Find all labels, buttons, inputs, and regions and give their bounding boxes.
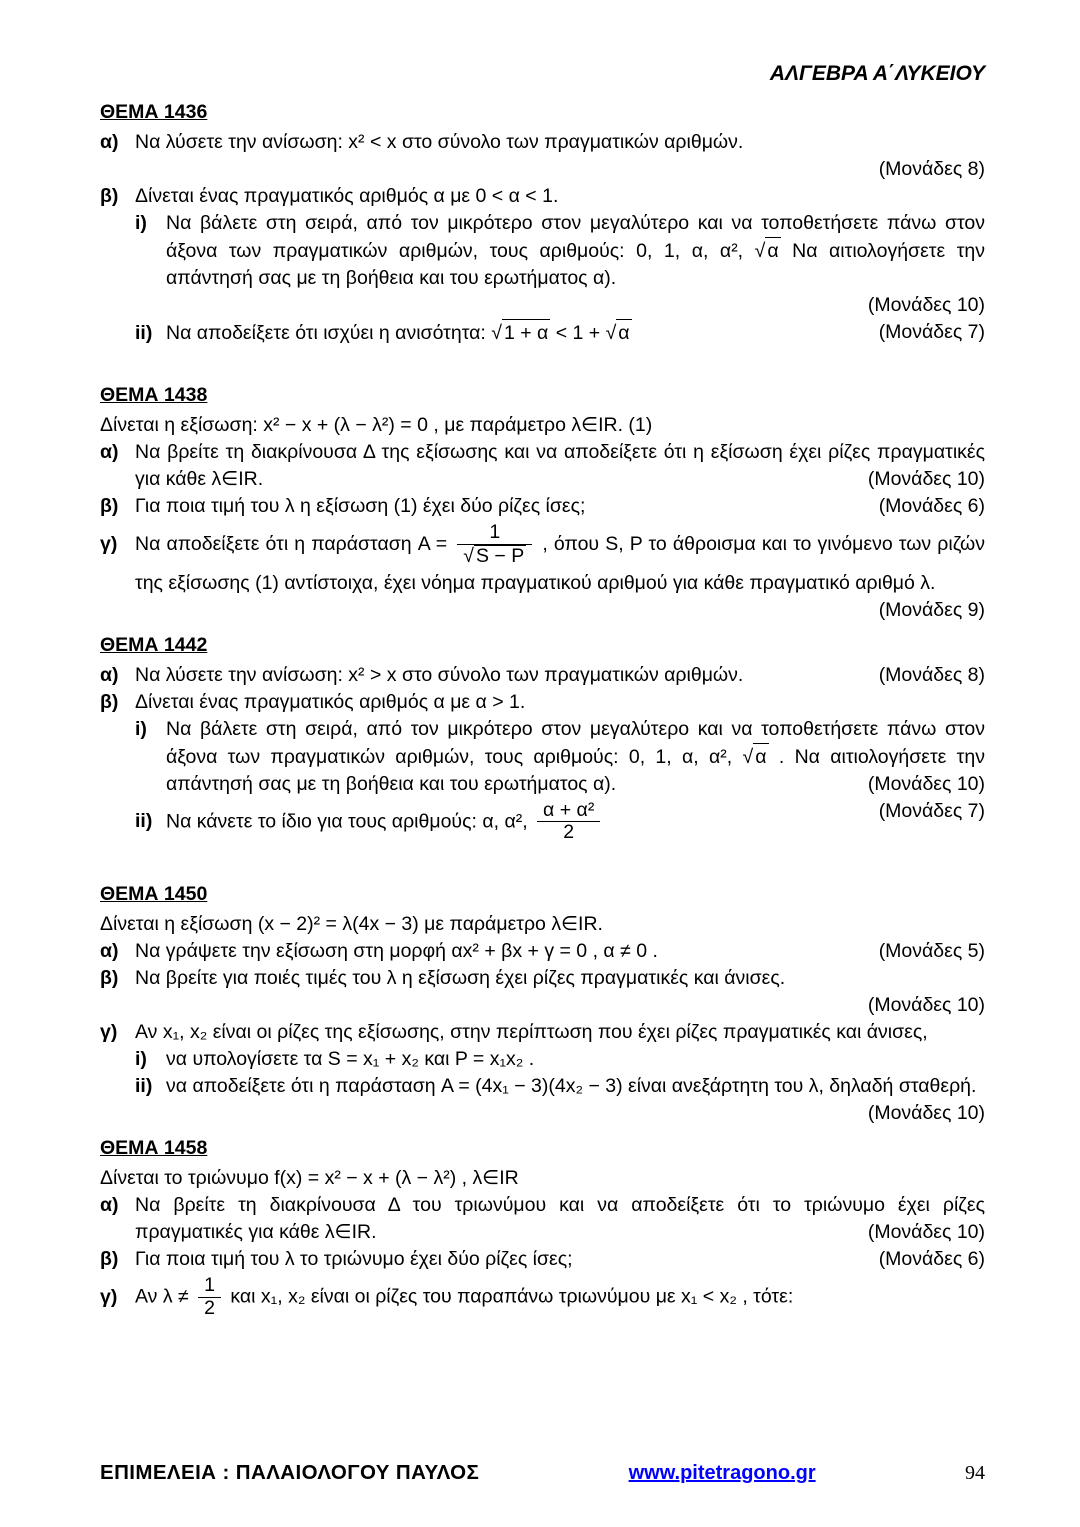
- item-label: i): [135, 1048, 147, 1071]
- item-label: α): [100, 1194, 119, 1217]
- sqrt-expression: [491, 322, 550, 344]
- item-label: β): [100, 690, 119, 713]
- sqrt-content: α: [765, 237, 780, 265]
- sqrt-content: α: [753, 743, 768, 771]
- text-run: Να αποδείξετε ότι η παράσταση A =: [135, 532, 454, 555]
- radical-sign-icon: √: [463, 544, 474, 567]
- paragraph: [100, 520, 985, 621]
- document-body: [100, 87, 985, 1322]
- fraction-denominator: [457, 544, 532, 568]
- sqrt-content: α: [616, 319, 631, 347]
- points-label: (Μονάδες 5): [878, 940, 985, 963]
- text-run: Να βάλετε στη σειρά, από τον μικρότερο στον μεγαλύτερο και να τοποθετήσετε πάνω στον άξονα των πραγματικών αριθμών, τους αριθμούς: 0, 1, α, α²,: [166, 212, 985, 262]
- text-run: Να βρείτε τη διακρίνουσα Δ της εξίσωσης και να αποδείξετε ότι η εξίσωση έχει ρίζες πραγματικές για κάθε λ∈IR.: [135, 441, 985, 490]
- item-label: α): [100, 131, 119, 153]
- item-label: γ): [100, 1285, 118, 1308]
- theme-section: [100, 382, 985, 621]
- page-footer: [100, 1431, 985, 1487]
- paragraph: [100, 1246, 985, 1273]
- text-run: Να γράψετε την εξίσωση στη μορφή αx² + βx + γ = 0 , α ≠ 0 .: [135, 940, 658, 963]
- fraction-numerator: α + α²: [543, 798, 595, 821]
- paragraph: [100, 662, 985, 689]
- fraction: [198, 1275, 221, 1320]
- sqrt-expression: [755, 240, 781, 262]
- points-label: (Μονάδες 9): [878, 598, 985, 621]
- text-run: Να βάλετε στη σειρά, από τον μικρότερο στον μεγαλύτερο και να τοποθετήσετε πάνω στον άξονα των πραγματικών αριθμών, τους αριθμούς: 0, 1, α, α²,: [166, 717, 985, 768]
- radical-sign-icon: √: [605, 322, 617, 344]
- item-label: α): [100, 940, 119, 963]
- paragraph: [100, 911, 985, 938]
- paragraph: [100, 493, 985, 520]
- points-label: (Μονάδες 10): [867, 772, 985, 795]
- course-title: ΑΛΓΕΒΡΑ Α΄ΛΥΚΕΙΟΥ: [769, 62, 985, 85]
- sqrt-expression: [463, 545, 526, 567]
- points-label: (Μονάδες 10): [867, 468, 985, 490]
- theme-title: ΘΕΜΑ 1458: [100, 1137, 208, 1160]
- text-run: Να λύσετε την ανίσωση: x² > x στο σύνολο των πραγματικών αριθμών.: [135, 663, 744, 686]
- paragraph: [100, 716, 985, 798]
- points-label: (Μονάδες 8): [878, 663, 985, 686]
- text-run: Να βρείτε τη διακρίνουσα Δ του τριωνύμου και να αποδείξετε ότι το τριώνυμο έχει ρίζες πραγματικές για κάθε λ∈IR.: [135, 1194, 985, 1244]
- item-label: i): [135, 212, 147, 234]
- paragraph: [100, 412, 985, 439]
- theme-section: [100, 632, 985, 847]
- item-label: β): [100, 495, 119, 517]
- text-run: Δίνεται η εξίσωση: x² − x + (λ − λ²) = 0 , με παράμετρο λ∈IR. (1): [100, 414, 653, 436]
- paragraph: [100, 1046, 985, 1073]
- paragraph: [100, 210, 985, 292]
- page-number: 94: [964, 1462, 985, 1484]
- text-run: < 1 +: [550, 322, 606, 344]
- text-run: Να κάνετε το ίδιο για τους αριθμούς: α, α²,: [166, 810, 534, 833]
- item-label: γ): [100, 1021, 118, 1044]
- item-label: α): [100, 663, 119, 686]
- points-label: (Μονάδες 10): [867, 294, 985, 316]
- paragraph: [100, 1073, 985, 1125]
- points-label: (Μονάδες 7): [878, 799, 985, 822]
- fraction-numerator: 1: [204, 1274, 215, 1297]
- item-label: β): [100, 1248, 119, 1271]
- text-run: και x₁, x₂ είναι οι ρίζες του παραπάνω τριωνύμου με x₁ < x₂ , τότε:: [224, 1285, 794, 1308]
- theme-title: ΘΕΜΑ 1450: [100, 883, 208, 906]
- theme-title: ΘΕΜΑ 1436: [100, 101, 208, 123]
- sqrt-expression: [743, 746, 769, 768]
- text-run: . Να αιτιολογήσετε την απάντησή σας με τη βοήθεια και του ερωτήματος α).: [166, 745, 985, 795]
- paragraph: [100, 1192, 985, 1246]
- paragraph: [100, 183, 985, 210]
- text-run: , όπου S, P το άθροισμα και το γινόμενο των ριζών της εξίσωσης (1) αντίστοιχα, έχει νόημα πραγματικού αριθμού για κάθε πραγματικό αριθμό λ.: [135, 532, 985, 594]
- item-label: i): [135, 717, 147, 740]
- paragraph: [100, 439, 985, 493]
- fraction: [457, 522, 532, 568]
- points-label: (Μονάδες 7): [878, 321, 985, 343]
- text-run: Να βρείτε για ποιές τιμές του λ η εξίσωση έχει ρίζες πραγματικές και άνισες.: [135, 967, 786, 990]
- points-label: (Μονάδες 6): [878, 1248, 985, 1271]
- points-label: (Μονάδες 10): [867, 1102, 985, 1125]
- paragraph: [100, 938, 985, 965]
- editor-credit: ΕΠΙΜΕΛΕΙΑ : ΠΑΛΑΙΟΛΟΓΟΥ ΠΑΥΛΟΣ: [100, 1461, 480, 1484]
- text-run: Δίνεται ένας πραγματικός αριθμός α με α > 1.: [135, 690, 526, 713]
- theme-section: [100, 1135, 985, 1322]
- theme-title: ΘΕΜΑ 1442: [100, 633, 208, 656]
- item-label: ii): [135, 810, 153, 833]
- text-run: Να αιτιολογήσετε την απάντησή σας με τη βοήθεια και του ερωτήματος α).: [166, 240, 985, 289]
- text-run: Δίνεται το τριώνυμο f(x) = x² − x + (λ − λ²) , λ∈IR: [100, 1167, 519, 1190]
- paragraph: [100, 1165, 985, 1192]
- text-run: Αν λ ≠: [135, 1285, 195, 1308]
- item-label: β): [100, 967, 119, 990]
- text-run: Να αποδείξετε ότι ισχύει η ανισότητα:: [166, 322, 492, 344]
- text-run: Δίνεται ένας πραγματικός αριθμός α με 0 < α < 1.: [135, 185, 559, 207]
- item-label: ii): [135, 1075, 153, 1098]
- item-label: β): [100, 185, 119, 207]
- points-label: (Μονάδες 10): [867, 994, 985, 1017]
- theme-section: [100, 881, 985, 1125]
- fraction-denominator: 2: [198, 1297, 221, 1320]
- paragraph: [100, 689, 985, 716]
- text-run: Αν x₁, x₂ είναι οι ρίζες της εξίσωσης, στην περίπτωση που έχει ρίζες πραγματικές και άνισες,: [135, 1021, 928, 1044]
- radical-sign-icon: √: [754, 240, 766, 262]
- footer-link[interactable]: www.pitetragono.gr: [628, 1462, 816, 1484]
- theme-title: ΘΕΜΑ 1438: [100, 384, 208, 406]
- points-label: (Μονάδες 8): [878, 158, 985, 180]
- paragraph: [100, 965, 985, 992]
- radical-sign-icon: √: [742, 745, 754, 768]
- text-run: Για ποια τιμή του λ η εξίσωση (1) έχει δύο ρίζες ίσες;: [135, 495, 586, 517]
- radical-sign-icon: √: [491, 322, 502, 344]
- fraction-numerator: 1: [489, 521, 501, 543]
- fraction: [537, 800, 600, 845]
- paragraph: [100, 1273, 985, 1322]
- sqrt-content: S − P: [475, 544, 525, 567]
- item-label: γ): [100, 532, 118, 555]
- text-run: να αποδείξετε ότι η παράσταση A = (4x₁ − 3)(4x₂ − 3) είναι ανεξάρτητη του λ, δηλαδή σταθερή.: [166, 1075, 977, 1098]
- paragraph: [100, 129, 985, 156]
- item-label: ii): [135, 322, 153, 344]
- points-label: (Μονάδες 6): [878, 495, 985, 517]
- theme-section: [100, 99, 985, 347]
- text-run: Για ποια τιμή του λ το τριώνυμο έχει δύο ρίζες ίσες;: [135, 1248, 573, 1271]
- text-run: να υπολογίσετε τα S = x₁ + x₂ και P = x₁x₂ .: [166, 1048, 535, 1071]
- text-run: Να λύσετε την ανίσωση: x² < x στο σύνολο των πραγματικών αριθμών.: [135, 131, 744, 153]
- item-label: α): [100, 441, 119, 463]
- page-header: [100, 60, 985, 87]
- paragraph: [100, 1019, 985, 1046]
- sqrt-content: 1 + α: [502, 319, 550, 347]
- fraction-denominator: 2: [537, 821, 600, 844]
- sqrt-expression: [606, 322, 632, 344]
- points-label: (Μονάδες 10): [867, 1221, 985, 1244]
- paragraph: [100, 319, 985, 347]
- paragraph: [100, 798, 985, 847]
- text-run: Δίνεται η εξίσωση (x − 2)² = λ(4x − 3) με παράμετρο λ∈IR.: [100, 913, 603, 936]
